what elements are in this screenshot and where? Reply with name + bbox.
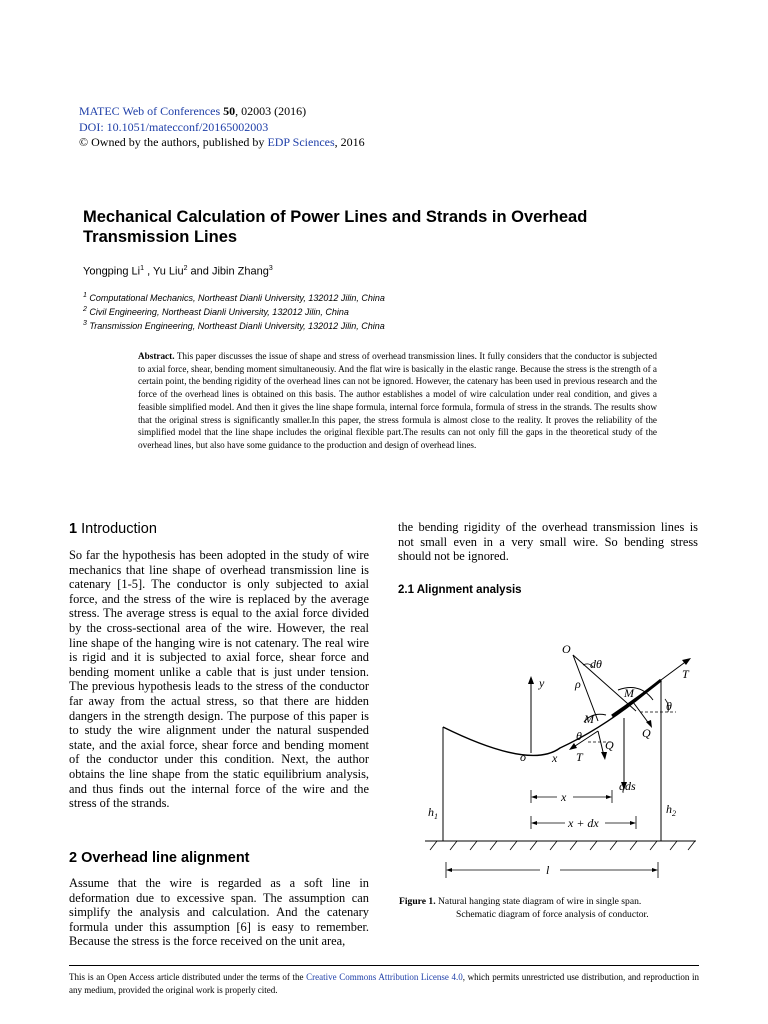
label-h2 — [666, 802, 676, 818]
journal-name[interactable]: MATEC Web of Conferences — [79, 104, 221, 118]
section-number: 1 — [69, 521, 78, 537]
label-M-prime: M — [624, 686, 634, 700]
footer-divider — [69, 965, 699, 966]
label-rho: ρ — [575, 677, 581, 691]
author-sup: 1 — [140, 265, 145, 272]
column2-paragraph: the bending rigidity of the overhead transmission lines is not small even in a very small wire. So bending stress should not be ignored. — [398, 520, 698, 564]
license-link[interactable]: Creative Commons Attribution License 4.0 — [306, 972, 463, 982]
label-qds: qds — [619, 779, 636, 793]
journal-year: (2016) — [274, 104, 307, 118]
paper-title: Mechanical Calculation of Power Lines and Strands in Overhead Transmission Lines — [83, 208, 588, 246]
section-heading-alignment: 2 Overhead line alignment — [69, 850, 250, 866]
caption-line-1: Natural hanging state diagram of wire in single span. — [435, 896, 642, 907]
wire-element-ds — [612, 680, 661, 716]
affiliation-num: 3 — [83, 320, 87, 327]
license-footer — [69, 971, 699, 996]
author-name: , Yu Liu — [144, 265, 184, 278]
label-y: y — [539, 676, 545, 690]
footer-text-post: , which permits unrestricted use distribution, and reproduction in any medium, provided the original work is properly cited. — [69, 972, 699, 995]
author-sup: 3 — [268, 265, 273, 272]
journal-volume: 50 — [223, 104, 236, 118]
label-h1 — [428, 805, 438, 821]
affiliation-num: 2 — [83, 306, 87, 313]
copyright-suffix: , 2016 — [334, 135, 365, 149]
publisher-link[interactable]: EDP Sciences — [267, 135, 335, 149]
doi-link[interactable]: DOI: 10.1051/matecconf/20165002003 — [79, 119, 269, 134]
shear-arrowhead-left — [601, 752, 607, 760]
label-T: T — [576, 750, 583, 764]
label-x-dim: x — [561, 790, 567, 804]
affiliation-text: Civil Engineering, Northeast Dianli University, 132012 Jilin, China — [86, 307, 349, 317]
label-h1-sub: 1 — [434, 812, 438, 821]
caption-label: Figure 1. — [399, 896, 436, 907]
affiliation-text: Computational Mechanics, Northeast Dianli University, 132012 Jilin, China — [86, 293, 385, 303]
label-span-l: l — [546, 863, 550, 877]
alignment-paragraph: Assume that the wire is regarded as a soft line in deformation due to excessive span. The assumption can simplify the analysis and calculation. And the catenary formula under this assumption [6] is easy to remember. Because the stress is the force received on the unit area, — [69, 876, 369, 949]
section-title: Introduction — [77, 521, 157, 537]
label-O: O — [562, 642, 571, 656]
introduction-paragraph: So far the hypothesis has been adopted in the study of wire mechanics that line shape of overhead transmission line is catenary [1-5]. The conductor is only subjected to axial force, and the stress of the wire is replaced by the average stress. The average stress is equal to the axial force divided by the cross-sectional area of the wire. However, the real line shape of the hanging wire is not catenary. The real wire is rigid and it is subjected to axial force, shear force and bending moment unlike a cable that is just under tension. The previous hypothesis leads to the stress of the conductor far away from the actual stress, so that there are hidden dangers in the strength design. The purpose of this paper is to study the wire alignment under the natural suspended state, and the axial force, shear force and bending moment of the conductor under this condition. Next, the author obtains the line shape from the static equilibrium analysis, and thus finds out the internal force of the wire and the stress of the strands. — [69, 548, 369, 811]
footer-text-pre: This is an Open Access article distributed under the terms of the — [69, 972, 307, 982]
tension-arrowhead-left — [569, 743, 577, 750]
article-number: , 02003 — [235, 104, 272, 118]
affiliation-text: Transmission Engineering, Northeast Dianli University, 132012 Jilin, China — [86, 321, 385, 331]
subsection-heading-alignment-analysis: 2.1 Alignment analysis — [398, 584, 522, 596]
abstract-label: Abstract. — [138, 351, 175, 361]
label-Q-prime: Q — [605, 738, 614, 752]
figure-caption — [399, 896, 699, 921]
author-name: Yongping Li — [83, 265, 141, 278]
label-T-prime: T — [682, 667, 689, 681]
label-x-axis: x — [552, 751, 558, 765]
radius-line-right — [573, 655, 636, 711]
author-sup: 2 — [183, 265, 188, 272]
label-h2-main: h — [666, 802, 672, 816]
copyright-prefix: © Owned by the authors, published by — [79, 135, 268, 149]
affiliation-num: 1 — [83, 292, 87, 299]
label-Q: Q — [642, 726, 651, 740]
label-h1-main: h — [428, 805, 434, 819]
label-dtheta: dθ — [590, 657, 602, 671]
label-theta-prime: θ — [666, 699, 672, 713]
label-x-plus-dx: x + dx — [568, 816, 599, 830]
label-theta: θ — [576, 729, 582, 743]
ground-hatching — [430, 841, 695, 850]
label-h2-sub: 2 — [672, 809, 676, 818]
author-name: and Jibin Zhang — [187, 265, 269, 278]
label-origin: o — [520, 750, 526, 764]
y-axis-arrow — [528, 676, 534, 684]
abstract-text: This paper discusses the issue of shape and stress of overhead transmission lines. It fully considers that the conductor is subjected to axial force, shear, bending moment simultaneousiy. And the flat wire is basically in the elastic range. Because the stress is the strength of a certain point, the bending rigidity of the overhead lines can not be ignored. However, the catenary has been used in previous research and the force of the overhead lines is obtained on this basis. The author establishes a model of wire calculation under real condition, and gives a feasible simplified model. And then it gives the line shape formula, internal force formula, formula of stress in the strands. The results show that the original stress is significantly smaller.In this paper, the stress formula is almost close to the reality. It proves the reliability of the simplified model that the line shape includes the original flexible part.The results can not only fill the gaps in the theoretical study of the overhead lines, but also have some guidance to the production and design of overhead lines. — [138, 351, 658, 450]
label-M: M — [584, 712, 594, 726]
caption-line-2: Schematic diagram of force analysis of conductor. — [456, 908, 649, 920]
